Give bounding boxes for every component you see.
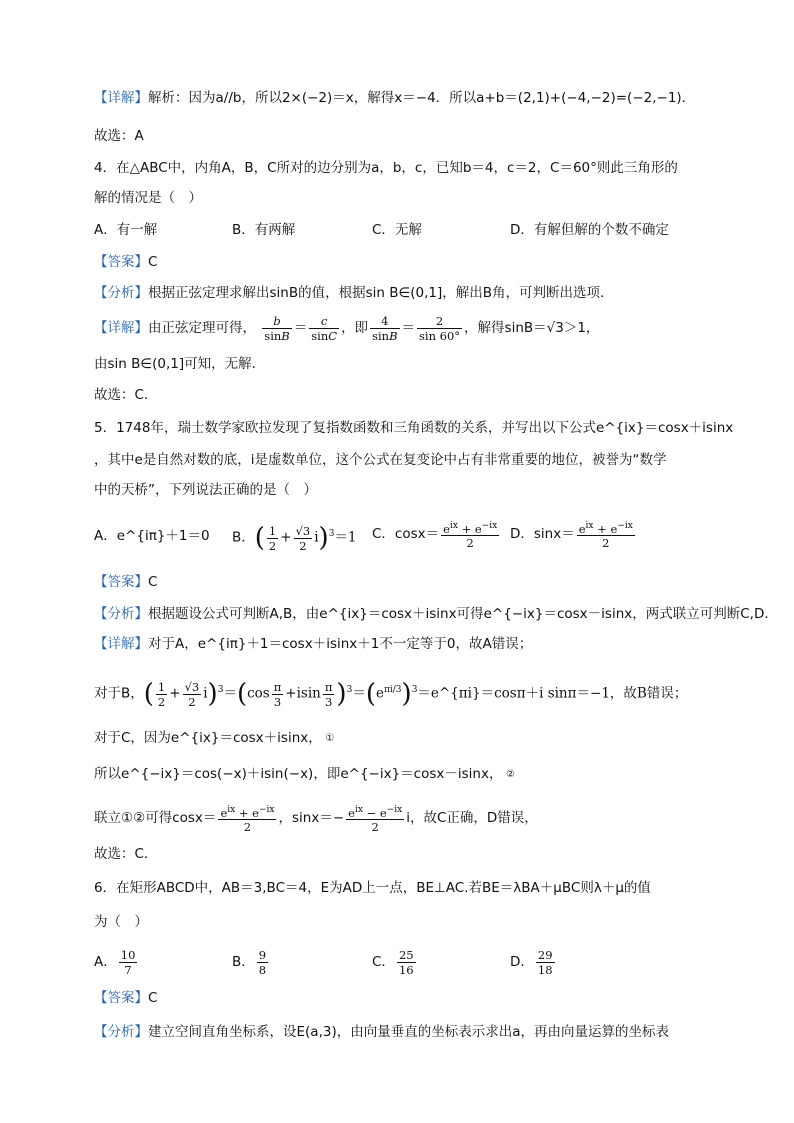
q6-option-c-num: 25 <box>398 948 414 962</box>
q4-analysis-line <box>94 283 604 303</box>
q6-analysis-line <box>94 1022 669 1042</box>
q5-stem-line1: 5．1748年，瑞士数学家欧拉发现了复指数函数和三角函数的关系，并写出以下公式e^{ix}＝cosx＋isinx <box>94 420 734 436</box>
q5-detail-line1 <box>94 634 532 654</box>
q6-option-d-den: 18 <box>537 963 553 977</box>
q4-detail-suffix: ，解得sinB＝√3＞1， <box>464 320 600 336</box>
q5-detail5-suffix: i，故C正确，D错误， <box>406 810 538 826</box>
q4-detail-mid: ，即 <box>341 320 369 336</box>
q5-detail-line5: 联立①②可得cosx＝ $\frac{e^{ix} + e^{-ix}}{2}$ ，sinx＝− $\frac{e^{ix} - e^{-ix}}{2}$ i，故C正确，D错误， <box>94 804 538 835</box>
q4-detail-line2: 由sin B∈(0,1]可知，无解. <box>94 356 256 372</box>
detail-tag: 【详解】 <box>94 320 148 336</box>
analysis-tag: 【分析】 <box>94 606 148 622</box>
q5-option-d: D．sinx＝ $\frac{e^{ix} + e^{-ix}}{2}$ <box>510 520 633 551</box>
q5-detail2-suffix: ＝e^{πi}＝cosπ＋i sinπ＝−1，故B错误； <box>417 685 688 702</box>
answer-tag: 【答案】 <box>94 254 148 270</box>
q6-option-b-num: 9 <box>258 948 267 962</box>
q4-choose: 故选：C. <box>94 387 149 403</box>
circled-number-1: ① <box>325 732 335 744</box>
circled-2-ref: ② <box>133 810 146 826</box>
q4-detail-prefix: 由正弦定理可得， <box>148 320 256 336</box>
q4-option-b: B．有两解 <box>232 222 296 238</box>
detail-tag: 【详解】 <box>94 90 148 106</box>
answer-tag: 【答案】 <box>94 574 148 590</box>
q6-analysis-text: 建立空间直角坐标系，设E(a,3)，由向量垂直的坐标表示求出a，再由向量运算的坐标表 <box>148 1024 669 1040</box>
answer-tag: 【答案】 <box>94 990 148 1006</box>
q6-option-c-label: C． <box>372 954 395 970</box>
q6-option-a-label: A． <box>94 954 117 970</box>
q5-answer: C <box>148 574 158 590</box>
analysis-tag: 【分析】 <box>94 1024 148 1040</box>
q5-option-a: A．e^{iπ}＋1＝0 <box>94 528 210 544</box>
q6-option-a-num: 10 <box>120 948 136 962</box>
q6-option-d <box>510 942 557 982</box>
q5-option-c-label: C．cosx＝ <box>372 526 440 542</box>
q4-stem-line1: 4．在△ABC中，内角A，B，C所对的边分别为a，b，c，已知b＝4，c＝2，C＝60°则此三角形的 <box>94 160 678 176</box>
q5-stem-line2: ，其中e是自然对数的底，i是虚数单位，这个公式在复变论中占有非常重要的地位，被誉为“数学 <box>94 452 667 468</box>
q5-option-b-tail: ＝1 <box>334 529 357 546</box>
q6-answer-line <box>94 988 157 1008</box>
q5-detail3: 对于C，因为e^{ix}＝cosx＋isinx， <box>94 730 322 746</box>
q6-option-a <box>94 942 139 982</box>
q5-option-d-label: D．sinx＝ <box>510 526 575 542</box>
q6-option-c <box>372 942 418 982</box>
analysis-tag: 【分析】 <box>94 285 148 301</box>
q4-analysis-text: 根据正弦定理求解出sinB的值，根据sin B∈(0,1]，解出B角，可判断出选项. <box>148 285 605 301</box>
q6-stem-line1: 6．在矩形ABCD中，AB＝3,BC＝4，E为AD上一点，BE⊥AC.若BE＝λBA＋μBC则λ＋μ的值 <box>94 880 651 896</box>
q6-option-a-den: 7 <box>119 962 138 977</box>
q6-option-d-label: D． <box>510 954 534 970</box>
detail-tag: 【详解】 <box>94 636 148 652</box>
circled-1-ref: ① <box>121 810 134 826</box>
law-of-sines-fraction-c: $\frac{c}{\sin C}$ <box>311 314 338 343</box>
q6-option-b-label: B． <box>232 954 255 970</box>
q5-detail1: 对于A，e^{iπ}＋1＝cosx＋isinx＋1不一定等于0，故A错误； <box>148 636 533 652</box>
law-of-sines-fraction-b: $\frac{b}{\sin B}$ <box>264 314 290 343</box>
q4-stem-line2: 解的情况是（ ） <box>94 190 202 206</box>
q5-detail4: 所以e^{−ix}＝cos(−x)＋isin(−x)，即e^{−ix}＝cosx－isinx， <box>94 766 503 782</box>
q6-option-b <box>232 942 270 982</box>
q4-answer: C <box>148 254 158 270</box>
q5-detail-line4 <box>94 764 518 784</box>
q3-detail-line <box>94 88 695 108</box>
q6-option-d-num: 29 <box>537 948 553 962</box>
q6-stem-line2: 为（ ） <box>94 914 148 930</box>
q5-detail5-mid2: ，sinx＝− <box>278 810 345 826</box>
q5-stem-line3: 中的天桥”，下列说法正确的是（ ） <box>94 482 317 498</box>
q5-detail5-prefix: 联立 <box>94 810 121 826</box>
q3-detail-text: 解析：因为a//b，所以2×(−2)＝x，解得x＝−4．所以a+b＝(2,1)+(−4,−2)=(−2,−1)． <box>148 90 696 106</box>
q5-choose: 故选：C. <box>94 846 149 862</box>
fraction-2-sin60: $\frac{2}{\sin 60^\circ}$ <box>419 314 461 343</box>
q5-detail-line3 <box>94 728 338 748</box>
q5-analysis-text: 根据题设公式可判断A,B，由e^{ix}＝cosx＋isinx可得e^{−ix}＝cosx－isinx，两式联立可判断C,D. <box>148 606 769 622</box>
q5-answer-line <box>94 572 157 592</box>
q5-detail5-mid1: 可得cosx＝ <box>145 810 217 826</box>
q3-choose: 故选：A <box>94 128 144 144</box>
q6-option-c-den: 16 <box>398 963 414 977</box>
q6-answer: C <box>148 990 158 1006</box>
circled-number-2: ② <box>505 768 515 780</box>
q6-option-b-den: 8 <box>258 963 267 977</box>
q5-detail-line2: 对于B，( $\frac{1}{2}$ + $\frac{√3}{2}$ i)$^3$＝(cos $\frac{\pi}{3}$ +isin $\frac{\pi}{3}$ )$^3=(e^{\pi i/3})^3=e\^{}\{\pi i\}=\cos\pi+i$ sinπ＝−1，故B错误； <box>94 679 688 709</box>
q5-option-b-label: B． <box>232 529 255 546</box>
q4-answer-line <box>94 252 157 272</box>
q4-option-c: C．无解 <box>372 222 422 238</box>
q5-option-c: C．cosx＝ $\frac{e^{ix} + e^{-ix}}{2}$ <box>372 520 498 551</box>
q5-detail2-prefix: 对于B， <box>94 685 144 702</box>
q4-option-d: D．有解但解的个数不确定 <box>510 222 669 238</box>
fraction-4-sinB: $\frac{4}{\sin B}$ <box>372 314 398 343</box>
q5-analysis-line <box>94 604 769 624</box>
q4-detail-line: 【详解】由正弦定理可得， $\frac{b}{\sin B}$ ＝ $\frac{c}{\sin C}$ ，即 $\frac{4}{\sin B}$ ＝ $\frac{2}{\sin 60^\circ}$ ，解得sinB＝√3＞1， <box>94 314 600 343</box>
q5-option-b: B．( $\frac{1}{2}$ + $\frac{√3}{2}$ i)$^3$＝1 <box>232 523 357 553</box>
q4-option-a: A．有一解 <box>94 222 158 238</box>
